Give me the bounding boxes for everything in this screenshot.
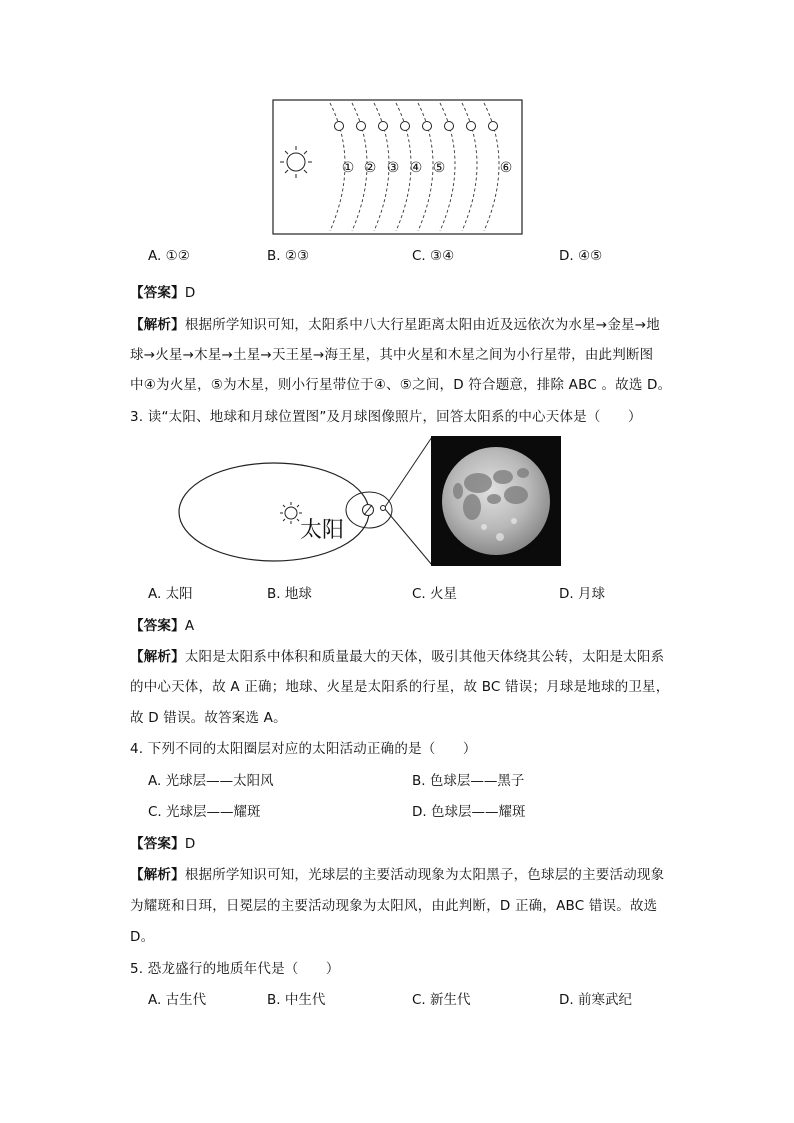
q5-option-c[interactable]: C. 新生代 [412, 992, 471, 1008]
q4-analysis-line: 【解析】根据所学知识可知，光球层的主要活动现象为太阳黑子，色球层的主要活动现象 [130, 867, 665, 883]
planet-label: ⑥ [499, 160, 513, 176]
planet-marker [335, 122, 344, 131]
planet-label: ① [341, 160, 355, 176]
q2-option-c[interactable]: C. ③④ [412, 248, 455, 264]
q2-analysis-line: 【解析】根据所学知识可知，太阳系中八大行星距离太阳由近及远依次为水星→金星→地 [130, 317, 660, 333]
q4-option-a[interactable]: A. 光球层——太阳风 [148, 773, 274, 789]
q4-option-b[interactable]: B. 色球层——黑子 [412, 773, 525, 789]
sun-label: 太阳 [300, 518, 345, 543]
planet-label: ③ [386, 160, 400, 176]
planet-label: ② [363, 160, 377, 176]
q4-answer: 【答案】D [130, 836, 196, 852]
q4-analysis-line: D。 [130, 929, 155, 945]
q4-option-d[interactable]: D. 色球层——耀斑 [412, 804, 526, 820]
q4-analysis-line: 为耀斑和日珥，日冕层的主要活动现象为太阳风，由此判断，D 正确，ABC 错误。故选 [130, 898, 658, 914]
q2-option-b[interactable]: B. ②③ [267, 248, 310, 264]
earth-orbit [179, 463, 369, 561]
q2-analysis-line: 中④为火星，⑤为木星，则小行星带位于④、⑤之间，D 符合题意，排除 ABC 。故选 D。 [130, 377, 672, 393]
moon-icon [381, 506, 386, 511]
solar-system-figure [272, 99, 524, 236]
q3-option-c[interactable]: C. 火星 [412, 586, 458, 602]
sun-earth-moon-figure [178, 433, 568, 569]
q3-answer: 【答案】A [130, 618, 195, 634]
planet-label: ⑤ [432, 160, 446, 176]
planet-marker [379, 122, 388, 131]
planet-label: ④ [409, 160, 423, 176]
q2-option-a[interactable]: A. ①② [148, 248, 190, 264]
planet-marker [489, 122, 498, 131]
q3-option-b[interactable]: B. 地球 [267, 586, 312, 602]
q5-option-a[interactable]: A. 古生代 [148, 992, 207, 1008]
q3-analysis-line: 的中心天体，故 A 正确；地球、火星是太阳系的行星，故 BC 错误；月球是地球的卫星， [130, 679, 670, 695]
q3-stem: 3. 读“太阳、地球和月球位置图”及月球图像照片，回答太阳系的中心天体是（ ） [130, 409, 642, 425]
q2-answer: 【答案】D [130, 285, 196, 301]
q2-option-d[interactable]: D. ④⑤ [559, 248, 603, 264]
q5-option-b[interactable]: B. 中生代 [267, 992, 326, 1008]
planet-marker [467, 122, 476, 131]
q5-stem: 5. 恐龙盛行的地质年代是（ ） [130, 961, 340, 977]
q3-analysis-line: 【解析】太阳是太阳系中体积和质量最大的天体，吸引其他天体绕其公转，太阳是太阳系 [130, 649, 665, 665]
q4-stem: 4. 下列不同的太阳圈层对应的太阳活动正确的是（ ） [130, 741, 477, 757]
planet-marker [423, 122, 432, 131]
q5-option-d[interactable]: D. 前寒武纪 [559, 992, 632, 1008]
planet-marker [357, 122, 366, 131]
q3-option-a[interactable]: A. 太阳 [148, 586, 193, 602]
q2-analysis-line: 球→火星→木星→土星→天王星→海王星，其中火星和木星之间为小行星带，由此判断图 [130, 347, 654, 363]
q4-option-c[interactable]: C. 光球层——耀斑 [148, 804, 261, 820]
planet-marker [445, 122, 454, 131]
q3-option-d[interactable]: D. 月球 [559, 586, 605, 602]
sun-icon [280, 502, 302, 524]
planet-marker [401, 122, 410, 131]
q3-analysis-line: 故 D 错误。故答案选 A。 [130, 710, 287, 726]
